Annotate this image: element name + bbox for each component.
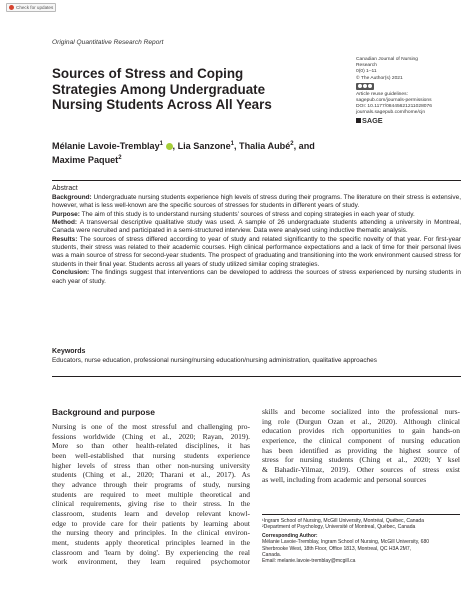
text-line: as well, including from academic and personal sources [262, 474, 427, 484]
journal-info [356, 57, 456, 124]
text-line: More so than other health-related disciplines, it has [52, 441, 250, 451]
creative-commons-icon [356, 83, 374, 90]
text-line: work environment, they learn required psychomotor [52, 557, 250, 567]
keywords [52, 348, 461, 365]
author-name: , Thalia Aubé [234, 141, 291, 152]
body-column-right [262, 407, 460, 484]
text-line: experience, the clinical component of nursing education [262, 435, 460, 445]
text-line: education provides rich opportunities to gain hands-on [262, 426, 460, 436]
body-column-left [52, 422, 250, 567]
check-for-updates-button[interactable] [6, 3, 56, 12]
abstract-results: Results: The sources of stress differed according to year of study and related significantly to the specific novelty of that year. For first-year students, their stress was related to their academic courses. High clinical performance expectations and a lack of time for their personal lives was a main source of stress for second-year students. The prospect of graduating and transitioning into the work environment caused stress for students in their final year. Students across all years of study utilized similar coping strategies. [52, 235, 461, 268]
keywords-text: Educators, nurse education, professional nursing/nursing education/nursing administration, qualitative approaches [52, 356, 377, 364]
abstract-background: Background: Undergraduate nursing students experience high levels of stress during their programs. The literature on their stress is extensive, however, what is less well-known are the specific sources of stresses for students in different years of study. [52, 193, 461, 210]
sage-logo: SAGE [356, 118, 456, 124]
text-line: ing role (Durgun Ozan et al., 2020). Although clinical [262, 416, 460, 426]
text-line: edge to provide care for their patients by learning about [52, 518, 250, 528]
sage-logo-icon [356, 118, 361, 123]
author-conjunction: , and [293, 141, 315, 152]
abstract [52, 185, 461, 286]
doi[interactable]: DOI: 10.1177/08445621211028076 [356, 104, 432, 110]
corresponding-author-line: Canada. [262, 552, 282, 559]
affiliation-mark: 2 [290, 141, 294, 147]
text-line: been well-established that nursing students experience [52, 450, 250, 460]
corresponding-author-email[interactable]: Email: melanie.lavoie-tremblay@mcgill.ca [262, 558, 356, 565]
author-list [52, 139, 352, 166]
abstract-method: Method: A transversal descriptive qualitative study was used. A sample of 26 undergraduate students attending a university in Montreal, Canada were recruited and participated in a semi-structured interview. Data were analysed using inductive thematic analysis. [52, 219, 461, 235]
permissions-link[interactable]: sagepub.com/journals-permissions [356, 98, 432, 104]
journal-name: Canadian Journal of Nursing [356, 57, 418, 62]
check-for-updates-label: Check for updates [16, 5, 54, 10]
corresponding-author-heading: Corresponding Author: [262, 532, 318, 539]
affiliations [262, 514, 462, 565]
title-line: Strategies Among Undergraduate [52, 81, 266, 97]
article-type: Original Quantitative Research Report [52, 39, 164, 46]
corresponding-author-line: Sherbrooke West, 18th Floor, Office 1813, Montreal, QC H3A 2M7, [262, 545, 412, 552]
section-heading: Background and purpose [52, 407, 155, 417]
text-line: fessions worldwide (Ching et al., 2020; Rayan, 2019). [52, 431, 250, 441]
divider [52, 376, 461, 377]
affiliation-mark: 2 [118, 154, 122, 161]
affiliation-mark: 1 [159, 141, 163, 147]
article-title [52, 66, 352, 113]
copyright: © The Author(s) 2021 [356, 75, 403, 81]
title-line: Sources of Stress and Coping [52, 66, 244, 81]
text-line: students (Ching et al., 2020; Tharani et al., 2017). As [52, 470, 250, 480]
text-line: higher levels of stress than other non-nursing university [52, 460, 250, 470]
abstract-heading: Abstract [52, 185, 78, 192]
title-line: Nursing Students Across All Years [52, 97, 272, 113]
text-line: has been identified as providing the highest source of [262, 445, 460, 455]
affiliation-line: ²Department of Psychology, Université of Montreal, Québec, Canada [262, 524, 416, 531]
author-name: Mélanie Lavoie-Tremblay [52, 141, 160, 152]
affiliation-mark: 1 [230, 141, 234, 147]
affiliation-line: ¹Ingram School of Nursing, McGill University, Montréal, Québec, Canada [262, 518, 425, 524]
text-line: they advance through their programs of study, nursing [52, 479, 250, 489]
text-line: skills and become socialized into the professional nurs- [262, 407, 460, 416]
orcid-icon[interactable] [166, 143, 173, 150]
keywords-heading: Keywords [52, 348, 86, 355]
author-name: Maxime Paquet [52, 154, 119, 165]
text-line: clinical requirements, giving rise to their stress. In the [52, 499, 250, 509]
text-line: classroom, students learn and develop relevant knowl- [52, 508, 250, 518]
journal-homepage-link[interactable]: journals.sagepub.com/home/cjn [356, 110, 426, 116]
corresponding-author-line: Mélanie Lavoie-Tremblay, Ingram School of Nursing, McGill University, 680 [262, 539, 430, 546]
text-line: classroom and 'learn by doing'. By experiencing the real [52, 547, 250, 557]
text-line: stress for nursing students (Ching et al., 2020; Y ksel [262, 455, 460, 465]
abstract-purpose: Purpose: The aim of this study is to understand nursing students' sources of stress and coping strategies in each year of study. [52, 210, 415, 218]
text-line: the nursing theory and principles. In the clinical environ- [52, 528, 250, 538]
text-line: students are required to meet multiple theoretical and [52, 489, 250, 499]
journal-volume: 0(0) 1–11 [356, 69, 377, 75]
text-line: & Bahadir-Yilmaz, 2019). Other sources of stress exist [262, 464, 460, 474]
reuse-guidelines: Article reuse guidelines: [356, 91, 408, 97]
text-line: Nursing is one of the most stressful and challenging pro- [52, 422, 250, 431]
divider [52, 180, 461, 181]
divider [262, 514, 460, 515]
author-name: , Lia Sanzone [172, 141, 231, 152]
abstract-conclusion: Conclusion: The findings suggest that interventions can be developed to address the sources of stress experienced by nursing students in each year of study. [52, 269, 461, 285]
journal-name: Research [356, 63, 377, 69]
update-icon [9, 5, 14, 10]
text-line: ment, students apply theoretical principles learned in the [52, 537, 250, 547]
